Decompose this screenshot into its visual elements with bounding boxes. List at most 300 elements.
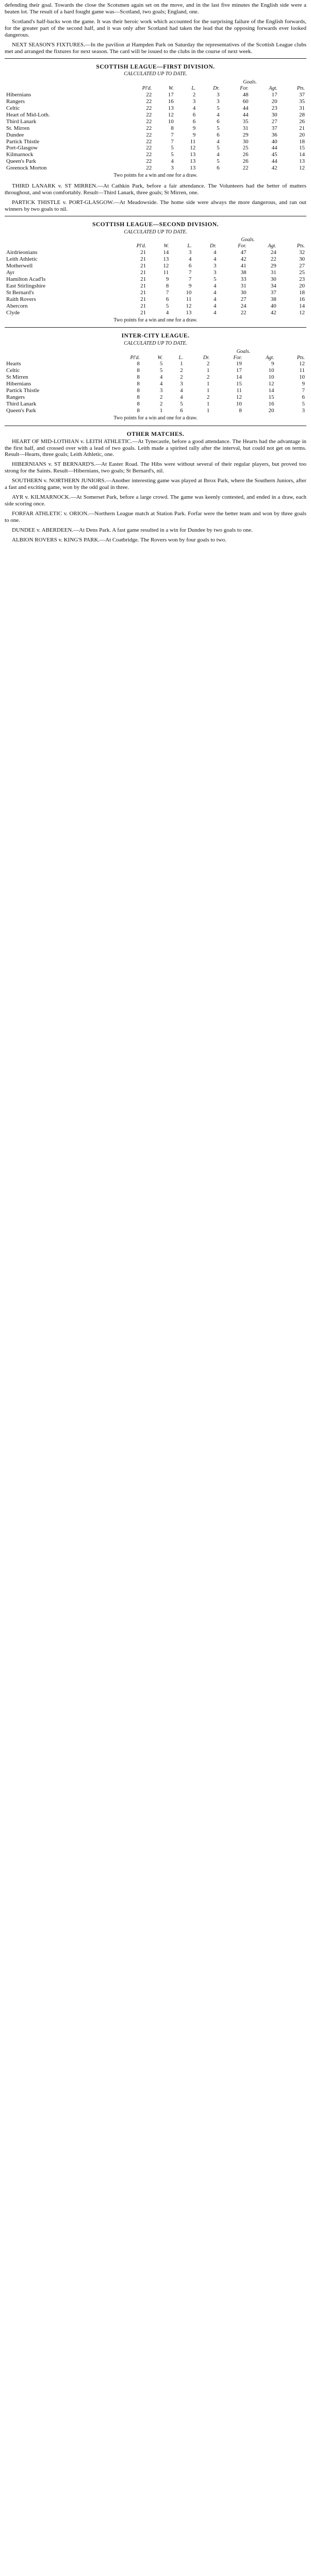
stat-cell: 26 <box>242 158 249 165</box>
stat-cell: 11 <box>163 269 169 276</box>
table-row <box>5 105 306 112</box>
stat-cell: 4 <box>213 309 217 316</box>
stat-cell: 25 <box>299 269 305 276</box>
column-header: L. <box>178 354 183 361</box>
stat-cell: 18 <box>299 289 305 296</box>
stat-cell: 3 <box>217 98 220 105</box>
stat-cell: 32 <box>299 249 305 256</box>
league-subtitle: CALCULATED UP TO DATE. <box>124 229 187 235</box>
column-header: Pts. <box>297 243 305 249</box>
stat-cell: 21 <box>140 262 146 269</box>
stat-cell: 4 <box>213 296 217 302</box>
stat-cell: 38 <box>270 296 276 302</box>
match-report: THIRD LANARK v. ST MIRREN.—At Cathkin Park, before a fair attendance. The Volunteers had the better of matters throughout, and won comfortably. Result—Third Lanark, three goals; St Mirren, one. <box>5 183 306 196</box>
stat-cell: 21 <box>140 309 146 316</box>
stat-cell: 60 <box>242 98 249 105</box>
match-report: HIBERNIANS v. ST BERNARD'S.—At Easter Road. The Hibs were without several of their regular players, but proved too strong for the Saints. Result—Hibernians, two goals; St Bernard's, nil. <box>5 461 306 474</box>
stat-cell: 9 <box>271 361 274 367</box>
stat-cell: 30 <box>299 256 305 262</box>
stat-cell: 9 <box>302 381 305 387</box>
blank-cell <box>275 349 306 355</box>
stat-cell: 7 <box>171 138 174 145</box>
stat-cell: 3 <box>171 165 174 172</box>
column-header <box>5 355 106 361</box>
stat-cell: 3 <box>213 262 217 269</box>
blank-cell <box>106 349 141 355</box>
stat-cell: 24 <box>240 302 247 309</box>
intro-paragraph: Scotland's half-backs won the game. It was their heroic work which accounted for the surprising failure of the English forwards, for the greater part of the second half, and it was only after Scotland had taken the lead that the opposing forwards ever looked dangerous. <box>5 18 306 38</box>
stat-cell: 44 <box>242 111 249 118</box>
stat-cell: 3 <box>188 249 192 256</box>
table-row <box>5 401 306 408</box>
stat-cell: 3 <box>213 269 217 276</box>
stat-cell: 7 <box>188 269 192 276</box>
stat-cell: 29 <box>242 131 249 138</box>
stat-cell: 14 <box>236 374 242 381</box>
team-name: Queen's Park <box>6 158 36 165</box>
stat-cell: 4 <box>192 105 196 111</box>
stat-cell: 22 <box>146 131 152 138</box>
stat-cell: 42 <box>271 165 277 172</box>
stat-cell: 35 <box>242 118 249 125</box>
stat-cell: 8 <box>137 367 140 374</box>
league-table <box>5 349 306 414</box>
team-name: Leith Athletic <box>6 256 38 262</box>
stat-cell: 30 <box>240 289 247 296</box>
stat-cell: 21 <box>140 269 146 276</box>
stat-cell: 1 <box>206 381 210 387</box>
stat-cell: 21 <box>140 256 146 262</box>
stat-cell: 14 <box>268 387 274 394</box>
table-row <box>5 132 306 139</box>
stat-cell: 14 <box>299 151 305 158</box>
stat-cell: 30 <box>271 111 277 118</box>
stat-cell: 8 <box>137 381 140 387</box>
blank-cell <box>5 79 122 86</box>
league-title: SCOTTISH LEAGUE—SECOND DIVISION. <box>92 222 219 228</box>
stat-cell: 21 <box>140 302 146 309</box>
table-row <box>5 92 306 98</box>
table-row <box>5 408 306 414</box>
stat-cell: 9 <box>188 282 192 289</box>
column-header: For. <box>238 243 247 249</box>
stat-cell: 17 <box>271 91 277 98</box>
column-header: L. <box>191 85 196 91</box>
stat-cell: 28 <box>299 111 305 118</box>
stat-cell: 7 <box>188 276 192 282</box>
league-title: SCOTTISH LEAGUE—FIRST DIVISION. <box>96 63 215 70</box>
stat-cell: 2 <box>180 367 183 374</box>
stat-cell: 2 <box>206 394 210 401</box>
team-name: St. Mirren <box>6 125 30 131</box>
table-row <box>5 310 306 316</box>
stat-cell: 4 <box>217 138 220 145</box>
stat-cell: 45 <box>271 151 277 158</box>
league-table <box>5 79 306 172</box>
stat-cell: 22 <box>146 111 152 118</box>
stat-cell: 5 <box>180 401 183 408</box>
column-header-row <box>5 355 306 361</box>
table-row <box>5 151 306 158</box>
stat-cell: 20 <box>271 98 277 105</box>
blank-cell <box>5 349 106 355</box>
team-name: Motherwell <box>6 262 33 269</box>
stat-cell: 27 <box>299 262 305 269</box>
stat-cell: 14 <box>163 249 169 256</box>
stat-cell: 5 <box>217 105 220 111</box>
table-row <box>5 98 306 105</box>
stat-cell: 41 <box>240 262 247 269</box>
stat-cell: 4 <box>171 158 174 165</box>
inter-city-league <box>5 333 306 421</box>
stat-cell: 12 <box>268 381 274 387</box>
stat-cell: 6 <box>192 111 196 118</box>
stat-cell: 21 <box>140 282 146 289</box>
column-header: Pl'd. <box>142 85 152 91</box>
league-note: Two points for a win and one for a draw. <box>113 317 198 323</box>
divider <box>5 327 306 328</box>
mid-section <box>5 183 306 213</box>
stat-cell: 6 <box>192 118 196 125</box>
table-row <box>5 165 306 172</box>
column-header-row <box>5 86 306 92</box>
column-header <box>5 243 114 249</box>
stat-cell: 23 <box>271 105 277 111</box>
stat-cell: 22 <box>146 165 152 172</box>
league-table <box>5 237 306 316</box>
table-row <box>5 367 306 374</box>
stat-cell: 5 <box>217 145 220 151</box>
stat-cell: 37 <box>270 289 276 296</box>
column-header: Pl'd. <box>130 354 140 361</box>
stat-cell: 12 <box>299 309 305 316</box>
stat-cell: 6 <box>188 262 192 269</box>
stat-cell: 36 <box>271 131 277 138</box>
table-row <box>5 158 306 165</box>
stat-cell: 8 <box>171 125 174 131</box>
stat-cell: 13 <box>190 158 196 165</box>
blank-cell <box>185 349 211 355</box>
league-second-division <box>5 222 306 323</box>
blank-cell <box>197 79 221 86</box>
stat-cell: 11 <box>190 138 196 145</box>
blank-cell <box>193 237 218 243</box>
stat-cell: 12 <box>299 165 305 172</box>
stat-cell: 26 <box>242 151 249 158</box>
stat-cell: 42 <box>240 256 247 262</box>
stat-cell: 5 <box>217 125 220 131</box>
intro-paragraph: defending their goal. Towards the close the Scotsmen again set on the move, and in the last five minutes the English side were a beaten lot. The result of a hard fought game was—Scotland, two goals; England, one. <box>5 2 306 15</box>
stat-cell: 3 <box>159 387 163 394</box>
stat-cell: 8 <box>137 387 140 394</box>
stat-cell: 44 <box>271 158 277 165</box>
stat-cell: 15 <box>299 145 305 151</box>
goals-label: Goals. <box>236 348 251 354</box>
stat-cell: 7 <box>302 387 305 394</box>
stat-cell: 31 <box>242 125 249 131</box>
column-header: Pts. <box>297 85 305 91</box>
league-note: Two points for a win and one for a draw. <box>113 173 198 179</box>
team-name: Raith Rovers <box>6 296 36 302</box>
team-name: Third Lanark <box>6 118 37 125</box>
column-header: Pts. <box>297 354 305 361</box>
stat-cell: 17 <box>236 367 242 374</box>
stat-cell: 3 <box>217 91 220 98</box>
column-header: For. <box>240 85 249 91</box>
stat-cell: 29 <box>270 262 276 269</box>
table-row <box>5 125 306 132</box>
stat-cell: 20 <box>299 131 305 138</box>
stat-cell: 2 <box>206 374 210 381</box>
column-header-row <box>5 243 306 249</box>
stat-cell: 30 <box>270 276 276 282</box>
stat-cell: 16 <box>168 98 174 105</box>
stat-cell: 21 <box>299 125 305 131</box>
column-header <box>5 86 122 92</box>
stat-cell: 4 <box>213 302 217 309</box>
stat-cell: 4 <box>166 309 169 316</box>
stat-cell: 15 <box>236 381 242 387</box>
stat-cell: 33 <box>240 276 247 282</box>
stat-cell: 11 <box>299 367 305 374</box>
stat-cell: 8 <box>137 374 140 381</box>
stat-cell: 25 <box>242 145 249 151</box>
column-header: Dr. <box>203 354 210 361</box>
section-title: OTHER MATCHES. <box>126 431 185 437</box>
stat-cell: 8 <box>239 408 242 414</box>
stat-cell: 42 <box>270 309 276 316</box>
stat-cell: 13 <box>190 165 196 172</box>
stat-cell: 7 <box>166 289 169 296</box>
team-name: St Bernard's <box>6 289 34 296</box>
blank-cell <box>278 237 306 243</box>
stat-cell: 17 <box>168 91 174 98</box>
stat-cell: 8 <box>166 282 169 289</box>
table-row <box>5 381 306 387</box>
stat-cell: 11 <box>236 387 242 394</box>
column-header: Agt. <box>268 243 276 249</box>
stat-cell: 13 <box>168 105 174 111</box>
blank-cell <box>148 237 170 243</box>
team-name: Clyde <box>6 309 20 316</box>
stat-cell: 1 <box>206 401 210 408</box>
match-report: ALBION ROVERS v. KING'S PARK.—At Coatbridge. The Rovers won by four goals to two. <box>12 537 226 544</box>
stat-cell: 21 <box>140 296 146 302</box>
stat-cell: 4 <box>213 256 217 262</box>
stat-cell: 6 <box>166 296 169 302</box>
stat-cell: 22 <box>146 98 152 105</box>
stat-cell: 9 <box>192 125 196 131</box>
column-header: L. <box>187 243 192 249</box>
intro-paragraph: NEXT SEASON'S FIXTURES.—In the pavilion at Hampden Park on Saturday the representatives of the Scottish League clubs met and arranged the fixtures for next season. The card will be issued to the clubs in the course of next week. <box>5 41 306 55</box>
stat-cell: 20 <box>299 282 305 289</box>
match-report: PARTICK THISTLE v. PORT-GLASGOW.—At Meadowside. The home side were always the more dangerous, and ran out winners by two goals to nil. <box>5 199 306 213</box>
stat-cell: 27 <box>271 118 277 125</box>
stat-cell: 4 <box>213 282 217 289</box>
table-row <box>5 269 306 276</box>
table-row <box>5 145 306 151</box>
stat-cell: 22 <box>146 105 152 111</box>
stat-cell: 13 <box>190 151 196 158</box>
stat-cell: 20 <box>268 408 274 414</box>
team-name: Heart of Mid-Loth. <box>6 111 50 118</box>
stat-cell: 13 <box>163 256 169 262</box>
blank-cell <box>114 237 148 243</box>
stat-cell: 2 <box>192 91 196 98</box>
team-name: Celtic <box>6 105 20 111</box>
stat-cell: 22 <box>146 91 152 98</box>
stat-cell: 6 <box>217 165 220 172</box>
stat-cell: 3 <box>180 381 183 387</box>
table-row <box>5 276 306 283</box>
stat-cell: 8 <box>137 394 140 401</box>
team-name: Airdrieonians <box>6 249 38 256</box>
blank-cell <box>164 349 184 355</box>
stat-cell: 5 <box>159 361 163 367</box>
table-row <box>5 290 306 296</box>
table-row <box>5 303 306 310</box>
stat-cell: 13 <box>186 309 192 316</box>
team-name: Greenock Morton <box>6 165 47 172</box>
stat-cell: 44 <box>242 105 249 111</box>
stat-cell: 12 <box>163 262 169 269</box>
table-row <box>5 112 306 118</box>
stat-cell: 4 <box>159 381 163 387</box>
stat-cell: 4 <box>159 374 163 381</box>
stat-cell: 22 <box>146 145 152 151</box>
team-name: Celtic <box>6 367 20 374</box>
column-header: Dr. <box>209 243 217 249</box>
team-name: Kilmarnock <box>6 151 34 158</box>
team-name: Dundee <box>6 131 24 138</box>
stat-cell: 10 <box>299 374 305 381</box>
stat-cell: 26 <box>299 118 305 125</box>
stat-cell: 16 <box>268 401 274 408</box>
stat-cell: 21 <box>140 249 146 256</box>
stat-cell: 2 <box>180 374 183 381</box>
team-name: Abercorn <box>6 302 28 309</box>
stat-cell: 4 <box>213 289 217 296</box>
stat-cell: 12 <box>190 145 196 151</box>
blank-cell <box>170 237 193 243</box>
stat-cell: 22 <box>240 309 247 316</box>
team-name: Rangers <box>6 98 25 105</box>
stat-cell: 23 <box>299 276 305 282</box>
column-header: W. <box>157 354 163 361</box>
table-row <box>5 263 306 269</box>
stat-cell: 2 <box>206 361 210 367</box>
stat-cell: 6 <box>180 408 183 414</box>
stat-cell: 22 <box>270 256 276 262</box>
stat-cell: 22 <box>146 158 152 165</box>
goals-header-row <box>5 79 306 86</box>
stat-cell: 5 <box>159 367 163 374</box>
blank-cell <box>153 79 175 86</box>
stat-cell: 5 <box>171 145 174 151</box>
goals-label: Goals. <box>243 79 257 86</box>
table-row <box>5 118 306 125</box>
column-header: For. <box>233 354 242 361</box>
stat-cell: 40 <box>270 302 276 309</box>
other-matches <box>5 431 306 544</box>
stat-cell: 13 <box>299 158 305 165</box>
goals-header-row <box>5 237 306 243</box>
stat-cell: 22 <box>146 118 152 125</box>
stat-cell: 21 <box>140 276 146 282</box>
team-name: Hearts <box>6 361 21 367</box>
stat-cell: 31 <box>299 105 305 111</box>
table-row <box>5 256 306 263</box>
stat-cell: 4 <box>188 256 192 262</box>
stat-cell: 6 <box>217 118 220 125</box>
stat-cell: 34 <box>270 282 276 289</box>
stat-cell: 4 <box>217 111 220 118</box>
stat-cell: 22 <box>146 125 152 131</box>
stat-cell: 5 <box>302 401 305 408</box>
stat-cell: 4 <box>180 387 183 394</box>
stat-cell: 31 <box>240 282 247 289</box>
team-name: Hamilton Acad'ls <box>6 276 46 282</box>
table-row <box>5 283 306 290</box>
stat-cell: 4 <box>213 249 217 256</box>
stat-cell: 3 <box>302 408 305 414</box>
team-name: Partick Thistle <box>6 387 40 394</box>
stat-cell: 8 <box>137 361 140 367</box>
column-header: Agt. <box>266 354 274 361</box>
column-header: Pl'd. <box>136 243 146 249</box>
league-subtitle: CALCULATED UP TO DATE. <box>124 341 187 347</box>
stat-cell: 5 <box>166 302 169 309</box>
stat-cell: 12 <box>186 302 192 309</box>
stat-cell: 14 <box>299 302 305 309</box>
team-name: Hibernians <box>6 381 31 387</box>
table-row <box>5 139 306 145</box>
goals-header-row <box>5 349 306 355</box>
stat-cell: 4 <box>180 394 183 401</box>
league-title: INTER-CITY LEAGUE. <box>121 333 190 340</box>
column-header: Dr. <box>213 85 220 91</box>
stat-cell: 12 <box>236 394 242 401</box>
stat-cell: 37 <box>271 125 277 131</box>
column-header: W. <box>168 85 174 91</box>
match-report: HEART OF MID-LOTHIAN v. LEITH ATHLETIC.—At Tynecastle, before a good attendance. The Hearts had the advantage in the first half, and crossed over with a lead of two goals. Leith made a spirited rally after the interval, but could not get on terms. Result—Hearts, three goals; Leith Athletic, one. <box>5 438 306 458</box>
stat-cell: 15 <box>268 394 274 401</box>
stat-cell: 38 <box>240 269 247 276</box>
blank-cell <box>5 237 114 243</box>
newspaper-column <box>5 0 306 544</box>
stat-cell: 24 <box>270 249 276 256</box>
stat-cell: 22 <box>242 165 249 172</box>
blank-cell <box>175 79 198 86</box>
stat-cell: 1 <box>180 361 183 367</box>
match-report: DUNDEE v. ABERDEEN.—At Dens Park. A fast game resulted in a win for Dundee by two goals to one. <box>12 527 253 534</box>
stat-cell: 12 <box>299 361 305 367</box>
stat-cell: 30 <box>242 138 249 145</box>
stat-cell: 3 <box>192 98 196 105</box>
stat-cell: 5 <box>217 158 220 165</box>
stat-cell: 10 <box>268 367 274 374</box>
stat-cell: 8 <box>137 401 140 408</box>
stat-cell: 2 <box>159 401 163 408</box>
table-row <box>5 249 306 256</box>
blank-cell <box>122 79 153 86</box>
stat-cell: 1 <box>159 408 163 414</box>
stat-cell: 21 <box>140 289 146 296</box>
stat-cell: 16 <box>299 296 305 302</box>
stat-cell: 47 <box>240 249 247 256</box>
intro-section <box>5 2 306 55</box>
stat-cell: 22 <box>146 138 152 145</box>
